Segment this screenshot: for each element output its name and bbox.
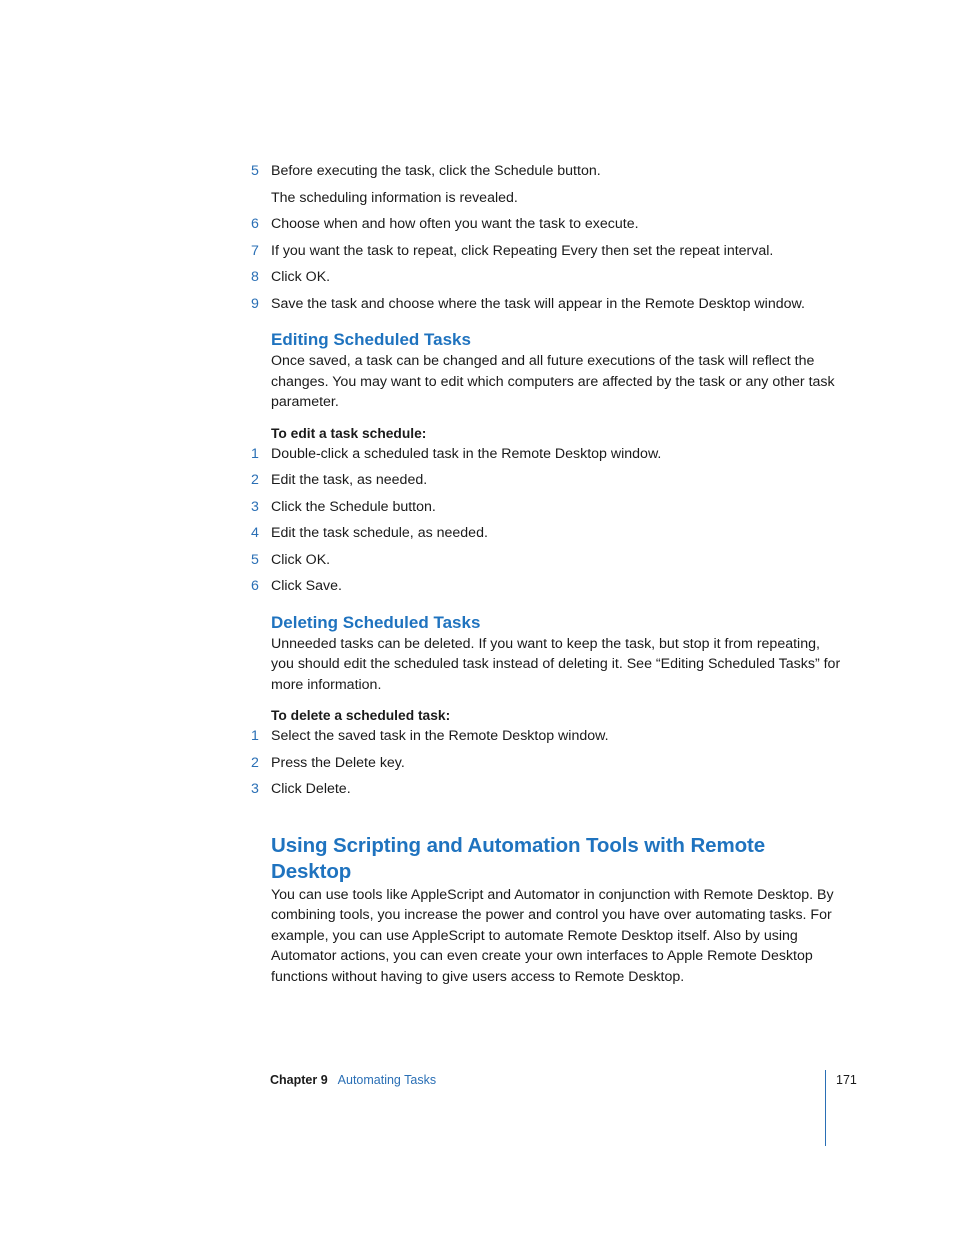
footer-chapter-title: Automating Tasks: [337, 1073, 437, 1087]
step-text: Save the task and choose where the task will appear in the Remote Desktop window.: [271, 295, 805, 312]
step-result: The scheduling information is revealed.: [271, 189, 518, 206]
list-item: [251, 550, 841, 571]
step-text: Click the Schedule button.: [271, 498, 436, 515]
list-item: [251, 241, 841, 262]
list-item: [251, 753, 841, 774]
list-item: [251, 470, 841, 491]
footer-chapter-number: Chapter 9: [270, 1073, 328, 1087]
step-number: 2: [251, 472, 259, 488]
step-text: If you want the task to repeat, click Repeating Every then set the repeat interval.: [271, 242, 774, 259]
step-text: Click Save.: [271, 578, 342, 594]
step-text: Double-click a scheduled task in the Remote Desktop window.: [271, 445, 662, 462]
list-item: [251, 444, 841, 465]
page-content: [251, 161, 841, 987]
step-text: Edit the task, as needed.: [271, 472, 428, 488]
step-text: Click OK.: [271, 269, 331, 285]
step-number: 6: [251, 578, 259, 594]
section-paragraph-deleting: Unneeded tasks can be deleted. If you want to keep the task, but stop it from repeating, you should edit the scheduled task instead of deleting it. See “Editing Scheduled Tasks” for more information.: [271, 635, 841, 693]
list-item: [251, 726, 841, 747]
footer-chapter: [270, 1072, 436, 1088]
step-number: 9: [251, 295, 259, 312]
list-item: [251, 161, 841, 182]
step-text: Click Delete.: [271, 781, 351, 797]
list-item: [251, 576, 841, 597]
step-number: 8: [251, 269, 259, 285]
step-text: Choose when and how often you want the task to execute.: [271, 216, 639, 232]
step-number: 2: [251, 754, 259, 771]
list-item: [251, 523, 841, 544]
section-heading-editing: Editing Scheduled Tasks: [271, 330, 471, 349]
list-item: [251, 779, 841, 800]
step-text: Edit the task schedule, as needed.: [271, 525, 488, 541]
step-number: 5: [251, 163, 259, 179]
section-paragraph-scripting: You can use tools like AppleScript and Automator in conjunction with Remote Desktop. By combining tools, you increase the power and control you have over automating tasks. For example, you can use AppleScript to automate Remote Desktop itself. Also by using Automator actions, you can even create your own interfaces to Apple Remote Desktop functions without having to give users access to Remote Desktop.: [271, 886, 834, 985]
list-item: [251, 267, 841, 288]
section-heading-scripting: Using Scripting and Automation Tools with Remote Desktop: [271, 833, 766, 883]
step-text: Before executing the task, click the Schedule button.: [271, 163, 601, 179]
procedure-label-edit: To edit a task schedule:: [271, 425, 427, 441]
step-number: 3: [251, 781, 259, 797]
step-text: Select the saved task in the Remote Desktop window.: [271, 728, 609, 744]
footer-divider: [825, 1070, 826, 1146]
step-number: 3: [251, 498, 259, 515]
list-item: [251, 294, 841, 315]
section-paragraph-editing: Once saved, a task can be changed and all future executions of the task will reflect the changes. You may want to edit which computers are affected by the task or any other task parameter.: [271, 353, 835, 410]
page-number: 171: [836, 1073, 857, 1087]
step-text: Click OK.: [271, 551, 331, 568]
step-number: 7: [251, 242, 259, 259]
step-number: 4: [251, 525, 259, 541]
step-number: 1: [251, 728, 259, 744]
step-number: 6: [251, 216, 259, 232]
step-number: 5: [251, 551, 259, 568]
step-number: 1: [251, 445, 259, 462]
procedure-label-delete: To delete a scheduled task:: [271, 708, 451, 723]
list-item: [251, 497, 841, 518]
section-heading-deleting: Deleting Scheduled Tasks: [271, 612, 481, 632]
step-text: Press the Delete key.: [271, 754, 405, 771]
list-item: [251, 214, 841, 235]
